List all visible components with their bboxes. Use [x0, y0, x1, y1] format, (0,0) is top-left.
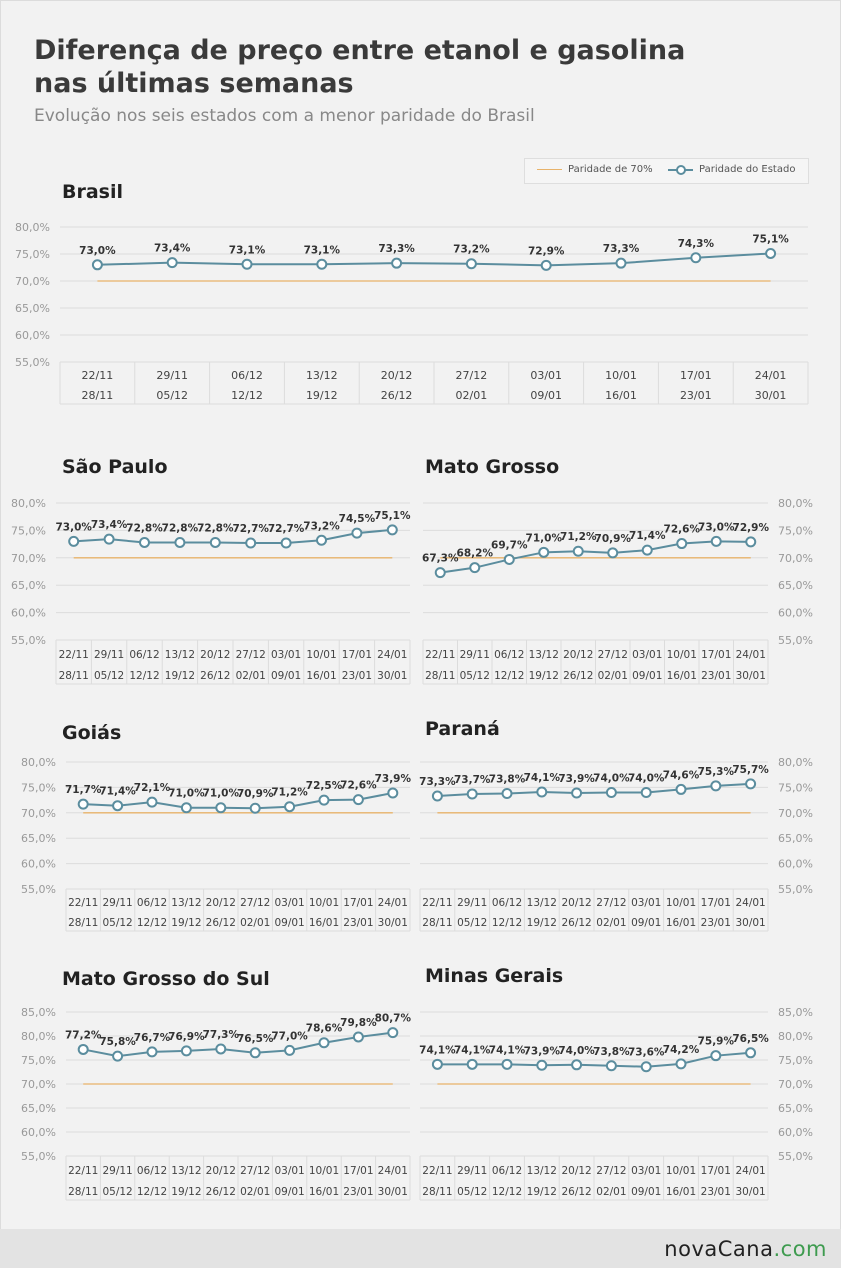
- data-label: 74,0%: [558, 1044, 595, 1057]
- x-tick-label: 27/12: [240, 897, 271, 909]
- data-label: 73,3%: [602, 243, 640, 256]
- x-tick-label: 22/11: [58, 649, 89, 661]
- x-tick-label: 30/01: [735, 670, 766, 682]
- x-tick-label: 29/11: [102, 897, 133, 909]
- chart-title-goias: Goiás: [62, 722, 122, 744]
- y-tick-label: 65,0%: [15, 302, 50, 315]
- chart-title-minas-gerais: Minas Gerais: [425, 965, 564, 987]
- x-tick-label: 28/11: [422, 917, 453, 929]
- data-label: 73,3%: [419, 776, 456, 789]
- y-tick-label: 70,0%: [15, 275, 50, 288]
- data-label: 72,7%: [267, 523, 305, 536]
- x-tick-label: 23/01: [701, 670, 732, 682]
- x-tick-label: 06/12: [494, 649, 525, 661]
- y-tick-label: 60,0%: [11, 606, 46, 620]
- x-tick-label: 24/01: [377, 1165, 408, 1177]
- x-tick-label: 09/01: [274, 1186, 305, 1198]
- x-tick-label: 23/01: [343, 1186, 374, 1198]
- x-tick-label: 05/12: [102, 1186, 133, 1198]
- x-tick-label: 10/01: [666, 649, 697, 661]
- data-label: 71,0%: [525, 532, 562, 545]
- x-tick-label: 23/01: [700, 917, 731, 929]
- data-label: 76,5%: [732, 1032, 769, 1045]
- x-tick-label: 16/01: [306, 670, 337, 682]
- x-tick-label: 12/12: [129, 670, 160, 682]
- y-tick-label: 65,0%: [778, 1102, 813, 1115]
- y-tick-label: 60,0%: [778, 1126, 813, 1139]
- x-tick-label: 03/01: [274, 897, 305, 909]
- data-label: 72,8%: [197, 522, 234, 535]
- data-label: 73,6%: [627, 1046, 665, 1059]
- x-tick-label: 22/11: [68, 1165, 99, 1177]
- x-tick-label: 29/11: [93, 649, 125, 661]
- x-tick-label: 13/12: [164, 649, 196, 661]
- x-tick-label: 22/11: [425, 649, 456, 661]
- x-tick-label: 26/12: [563, 670, 594, 682]
- x-tick-label: 23/01: [700, 1186, 731, 1198]
- x-tick-label: 27/12: [455, 369, 488, 382]
- x-tick-label: 30/01: [377, 670, 408, 682]
- x-tick-label: 06/12: [136, 1165, 168, 1177]
- x-tick-label: 12/12: [491, 1186, 523, 1198]
- x-tick-label: 26/12: [561, 917, 592, 929]
- data-label: 77,3%: [202, 1028, 240, 1041]
- data-label: 74,1%: [453, 1044, 491, 1057]
- page-title: Diferença de preço entre etanol e gasolina nas últimas semanas: [34, 35, 686, 99]
- legend-series-label: Paridade do Estado: [699, 164, 796, 175]
- data-label: 75,7%: [732, 763, 769, 776]
- data-label: 71,7%: [64, 784, 102, 797]
- x-tick-label: 17/01: [343, 1165, 374, 1177]
- x-tick-label: 30/01: [735, 917, 766, 929]
- x-tick-label: 27/12: [596, 1165, 627, 1177]
- y-tick-label: 60,0%: [21, 857, 56, 871]
- x-tick-label: 20/12: [561, 897, 592, 909]
- y-tick-label: 65,0%: [21, 1102, 56, 1115]
- x-tick-label: 05/12: [93, 670, 125, 682]
- data-label: 73,2%: [453, 243, 490, 256]
- x-tick-label: 19/12: [526, 1186, 557, 1198]
- y-tick-label: 80,0%: [21, 756, 56, 769]
- x-tick-label: 06/12: [231, 369, 263, 382]
- data-label: 73,8%: [488, 773, 526, 786]
- x-tick-label: 06/12: [491, 1165, 523, 1177]
- x-tick-label: 24/01: [735, 1165, 766, 1177]
- x-tick-label: 29/11: [457, 897, 488, 909]
- y-tick-label: 70,0%: [778, 1078, 813, 1091]
- y-tick-label: 70,0%: [11, 551, 46, 565]
- x-tick-label: 03/01: [631, 897, 662, 909]
- x-tick-label: 19/12: [526, 917, 557, 929]
- data-label: 73,7%: [453, 774, 491, 787]
- x-tick-label: 13/12: [305, 369, 338, 382]
- data-label: 77,0%: [271, 1030, 308, 1043]
- x-tick-label: 20/12: [563, 649, 594, 661]
- data-label: 74,6%: [662, 769, 700, 782]
- x-tick-label: 05/12: [457, 917, 488, 929]
- y-tick-label: 55,0%: [21, 883, 56, 896]
- y-tick-label: 80,0%: [778, 497, 813, 510]
- x-tick-label: 16/01: [665, 1186, 697, 1198]
- y-tick-label: 65,0%: [11, 579, 46, 593]
- x-tick-label: 03/01: [270, 649, 302, 661]
- x-tick-label: 28/11: [422, 1186, 453, 1198]
- x-tick-label: 12/12: [494, 670, 525, 682]
- x-tick-label: 06/12: [129, 649, 160, 661]
- y-tick-label: 70,0%: [778, 806, 813, 820]
- y-tick-label: 60,0%: [21, 1126, 56, 1139]
- y-tick-label: 80,0%: [778, 756, 813, 769]
- data-point: [711, 1051, 720, 1060]
- data-label: 71,4%: [99, 785, 136, 798]
- chart-title-parana: Paraná: [425, 718, 500, 740]
- x-tick-label: 17/01: [701, 649, 732, 661]
- data-label: 70,9%: [236, 788, 274, 801]
- x-tick-label: 12/12: [231, 389, 263, 402]
- data-label: 72,9%: [527, 245, 565, 258]
- y-tick-label: 60,0%: [15, 329, 50, 342]
- x-tick-label: 06/12: [136, 897, 168, 909]
- x-tick-label: 17/01: [341, 649, 373, 661]
- chart-title-mato-grosso-do-sul: Mato Grosso do Sul: [62, 968, 270, 990]
- y-tick-label: 75,0%: [21, 1054, 56, 1067]
- data-label: 71,2%: [271, 786, 308, 799]
- data-label: 73,9%: [558, 772, 595, 785]
- x-tick-label: 27/12: [240, 1165, 271, 1177]
- data-label: 73,0%: [79, 244, 116, 257]
- x-tick-label: 23/01: [679, 389, 712, 402]
- x-tick-label: 03/01: [530, 369, 563, 382]
- data-label: 73,1%: [303, 244, 341, 257]
- data-label: 71,4%: [629, 530, 666, 543]
- x-tick-label: 09/01: [631, 1186, 662, 1198]
- x-tick-label: 12/12: [491, 917, 523, 929]
- y-tick-label: 80,0%: [778, 1030, 813, 1043]
- y-tick-label: 75,0%: [15, 248, 50, 261]
- data-label: 72,8%: [126, 522, 163, 535]
- x-tick-label: 03/01: [274, 1165, 305, 1177]
- x-tick-label: 13/12: [171, 1165, 202, 1177]
- x-tick-label: 10/01: [605, 369, 637, 382]
- x-tick-label: 12/12: [136, 1186, 168, 1198]
- x-tick-label: 30/01: [735, 1186, 766, 1198]
- data-label: 76,9%: [168, 1030, 205, 1043]
- x-tick-label: 10/01: [665, 1165, 697, 1177]
- data-label: 68,2%: [456, 547, 493, 560]
- data-label: 76,5%: [236, 1032, 274, 1045]
- x-tick-label: 28/11: [58, 670, 89, 682]
- x-tick-label: 16/01: [308, 1186, 340, 1198]
- y-tick-label: 70,0%: [21, 1078, 56, 1091]
- data-label: 73,9%: [523, 1045, 561, 1058]
- x-tick-label: 13/12: [171, 897, 202, 909]
- data-label: 71,2%: [560, 531, 597, 544]
- data-label: 80,7%: [374, 1012, 412, 1025]
- x-tick-label: 09/01: [530, 389, 563, 402]
- y-tick-label: 55,0%: [778, 634, 813, 647]
- data-label: 79,8%: [340, 1016, 377, 1029]
- data-label: 75,1%: [374, 509, 411, 522]
- data-label: 71,0%: [168, 787, 205, 800]
- data-label: 74,5%: [338, 513, 376, 526]
- x-tick-label: 22/11: [81, 369, 114, 382]
- x-tick-label: 12/12: [136, 917, 168, 929]
- brand-name: novaCana: [664, 1237, 774, 1261]
- x-tick-label: 02/01: [455, 389, 488, 402]
- data-label: 75,3%: [697, 765, 735, 778]
- x-tick-label: 22/11: [68, 897, 99, 909]
- x-tick-label: 27/12: [596, 897, 627, 909]
- x-tick-label: 20/12: [200, 649, 231, 661]
- x-tick-label: 26/12: [561, 1186, 592, 1198]
- x-tick-label: 05/12: [102, 917, 133, 929]
- x-tick-label: 19/12: [171, 1186, 202, 1198]
- data-point: [677, 1059, 686, 1068]
- data-point: [607, 1061, 616, 1070]
- data-label: 74,1%: [523, 771, 561, 784]
- data-label: 72,8%: [161, 522, 199, 535]
- x-tick-label: 10/01: [306, 649, 337, 661]
- data-label: 74,3%: [677, 237, 715, 250]
- x-tick-label: 24/01: [735, 897, 766, 909]
- data-point: [572, 1060, 581, 1069]
- x-tick-label: 22/11: [422, 1165, 453, 1177]
- data-label: 74,1%: [419, 1044, 456, 1057]
- x-tick-label: 27/12: [597, 649, 628, 661]
- x-tick-label: 26/12: [205, 1186, 236, 1198]
- x-tick-label: 28/11: [81, 389, 114, 402]
- x-tick-label: 16/01: [665, 917, 697, 929]
- x-tick-label: 22/11: [422, 897, 453, 909]
- y-tick-label: 80,0%: [21, 1030, 56, 1043]
- x-tick-label: 17/01: [700, 1165, 731, 1177]
- y-tick-label: 85,0%: [778, 1006, 813, 1019]
- data-label: 74,0%: [593, 772, 630, 785]
- data-label: 77,2%: [64, 1029, 102, 1042]
- data-label: 78,6%: [305, 1022, 343, 1035]
- x-tick-label: 29/11: [156, 369, 189, 382]
- x-tick-label: 26/12: [200, 670, 231, 682]
- data-label: 73,0%: [698, 521, 735, 534]
- y-tick-label: 55,0%: [15, 356, 50, 369]
- x-tick-label: 10/01: [665, 897, 697, 909]
- chart-title-sao-paulo: São Paulo: [62, 456, 168, 478]
- x-tick-label: 09/01: [631, 917, 662, 929]
- x-tick-label: 13/12: [526, 1165, 557, 1177]
- x-tick-label: 19/12: [528, 670, 559, 682]
- x-tick-label: 02/01: [240, 917, 271, 929]
- x-tick-label: 05/12: [457, 1186, 488, 1198]
- brand-suffix: .com: [773, 1237, 827, 1261]
- data-label: 75,1%: [752, 233, 789, 246]
- x-tick-label: 16/01: [308, 917, 340, 929]
- x-tick-label: 20/12: [380, 369, 413, 382]
- data-label: 69,7%: [491, 539, 528, 552]
- y-tick-label: 65,0%: [778, 579, 813, 593]
- data-label: 73,8%: [593, 1045, 630, 1058]
- y-tick-label: 55,0%: [778, 1150, 813, 1163]
- y-tick-label: 60,0%: [778, 857, 813, 871]
- x-tick-label: 06/12: [491, 897, 523, 909]
- data-label: 70,9%: [594, 532, 631, 545]
- x-tick-label: 30/01: [377, 1186, 408, 1198]
- x-tick-label: 24/01: [735, 649, 766, 661]
- y-tick-label: 75,0%: [778, 524, 813, 538]
- x-tick-label: 30/01: [754, 389, 787, 402]
- data-point: [468, 1060, 477, 1069]
- x-tick-label: 23/01: [341, 670, 373, 682]
- data-label: 74,2%: [662, 1043, 700, 1056]
- x-tick-label: 20/12: [205, 1165, 236, 1177]
- x-tick-label: 30/01: [377, 917, 408, 929]
- data-label: 71,0%: [202, 787, 240, 800]
- data-label: 74,1%: [488, 1044, 526, 1057]
- x-tick-label: 16/01: [666, 670, 697, 682]
- y-tick-label: 80,0%: [15, 221, 50, 234]
- data-label: 72,6%: [663, 523, 700, 536]
- x-tick-label: 17/01: [343, 897, 374, 909]
- y-tick-label: 70,0%: [21, 806, 56, 820]
- x-tick-label: 19/12: [171, 917, 202, 929]
- data-label: 73,4%: [90, 519, 128, 532]
- y-tick-label: 80,0%: [11, 497, 46, 510]
- x-tick-label: 17/01: [679, 369, 712, 382]
- x-tick-label: 28/11: [425, 670, 456, 682]
- x-tick-label: 05/12: [459, 670, 490, 682]
- x-tick-label: 02/01: [597, 670, 628, 682]
- chart-title-brasil: Brasil: [62, 181, 124, 203]
- data-label: 75,9%: [697, 1035, 735, 1048]
- data-label: 72,7%: [232, 523, 269, 536]
- brand-logo: [664, 1237, 827, 1261]
- footer-bar: [0, 1229, 841, 1268]
- y-tick-label: 65,0%: [778, 832, 813, 846]
- legend-reference-label: Paridade de 70%: [568, 164, 653, 175]
- x-tick-label: 26/12: [380, 389, 413, 402]
- x-tick-label: 24/01: [377, 897, 408, 909]
- data-label: 72,5%: [305, 780, 343, 793]
- data-point: [642, 1062, 651, 1071]
- data-label: 73,3%: [378, 243, 415, 256]
- x-tick-label: 09/01: [274, 917, 305, 929]
- y-tick-label: 60,0%: [778, 606, 813, 620]
- x-tick-label: 02/01: [240, 1186, 271, 1198]
- y-tick-label: 65,0%: [21, 832, 56, 846]
- x-tick-label: 13/12: [528, 649, 559, 661]
- y-tick-label: 75,0%: [778, 1054, 813, 1067]
- x-tick-label: 05/12: [156, 389, 189, 402]
- x-tick-label: 02/01: [235, 670, 266, 682]
- y-tick-label: 75,0%: [21, 781, 56, 795]
- x-tick-label: 03/01: [631, 1165, 662, 1177]
- x-tick-label: 29/11: [457, 1165, 488, 1177]
- y-tick-label: 70,0%: [778, 551, 813, 565]
- x-tick-label: 10/01: [308, 897, 340, 909]
- data-label: 72,1%: [133, 782, 171, 795]
- y-tick-label: 55,0%: [21, 1150, 56, 1163]
- x-tick-label: 20/12: [561, 1165, 592, 1177]
- data-label: 74,0%: [627, 772, 665, 785]
- x-tick-label: 26/12: [205, 917, 236, 929]
- data-label: 73,0%: [55, 521, 92, 534]
- x-tick-label: 24/01: [377, 649, 408, 661]
- x-tick-label: 17/01: [700, 897, 731, 909]
- data-point: [746, 1048, 755, 1057]
- x-tick-label: 24/01: [754, 369, 787, 382]
- x-tick-label: 23/01: [343, 917, 374, 929]
- x-tick-label: 27/12: [235, 649, 266, 661]
- data-label: 73,2%: [303, 520, 340, 533]
- y-tick-label: 85,0%: [21, 1006, 56, 1019]
- x-tick-label: 19/12: [164, 670, 196, 682]
- x-tick-label: 28/11: [68, 917, 99, 929]
- data-label: 73,9%: [374, 772, 412, 785]
- y-tick-label: 55,0%: [11, 634, 46, 647]
- data-label: 72,6%: [340, 779, 377, 792]
- data-label: 76,7%: [133, 1031, 171, 1044]
- x-tick-label: 29/11: [459, 649, 490, 661]
- x-tick-label: 20/12: [205, 897, 236, 909]
- x-tick-label: 28/11: [68, 1186, 99, 1198]
- data-label: 73,4%: [153, 242, 191, 255]
- page-subtitle: Evolução nos seis estados com a menor paridade do Brasil: [34, 106, 535, 126]
- x-tick-label: 03/01: [632, 649, 663, 661]
- y-tick-label: 55,0%: [778, 883, 813, 896]
- x-tick-label: 16/01: [605, 389, 637, 402]
- y-tick-label: 75,0%: [11, 524, 46, 538]
- data-point: [433, 1060, 442, 1069]
- data-label: 72,9%: [732, 521, 769, 534]
- x-tick-label: 10/01: [308, 1165, 340, 1177]
- x-tick-label: 29/11: [102, 1165, 133, 1177]
- chart-title-mato-grosso: Mato Grosso: [425, 456, 560, 478]
- data-point: [537, 1061, 546, 1070]
- x-tick-label: 19/12: [305, 389, 338, 402]
- data-label: 67,3%: [422, 552, 459, 565]
- data-label: 73,1%: [228, 244, 266, 257]
- x-tick-label: 09/01: [632, 670, 663, 682]
- x-tick-label: 09/01: [270, 670, 302, 682]
- x-tick-label: 13/12: [526, 897, 557, 909]
- x-tick-label: 02/01: [596, 1186, 627, 1198]
- data-point: [503, 1060, 512, 1069]
- data-label: 75,8%: [99, 1036, 136, 1049]
- x-tick-label: 02/01: [596, 917, 627, 929]
- y-tick-label: 75,0%: [778, 781, 813, 795]
